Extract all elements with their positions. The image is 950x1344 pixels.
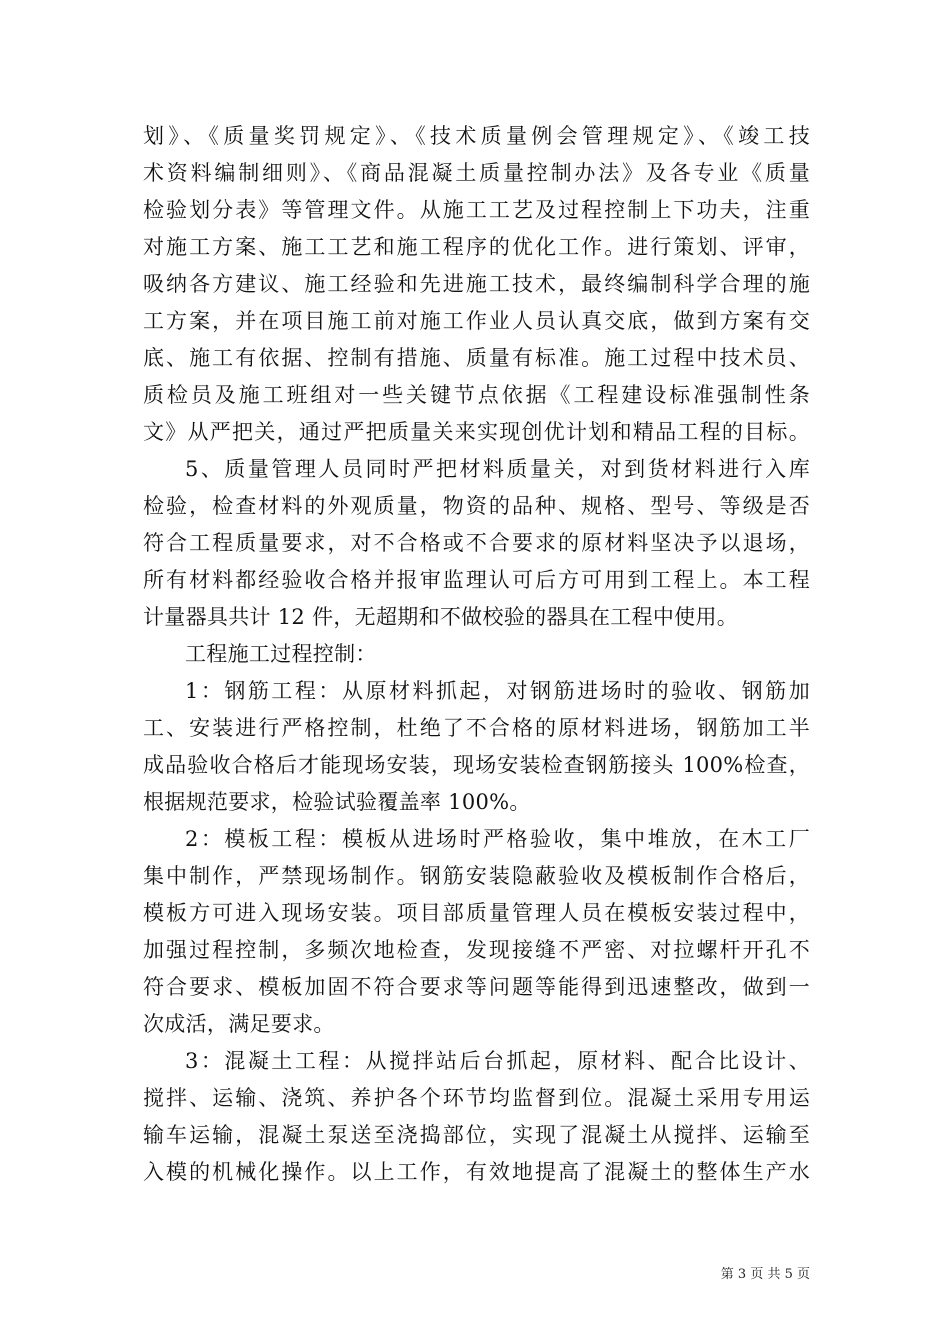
text-line: 计量器具共计 12 件，无超期和不做校验的器具在工程中使用。	[143, 605, 739, 629]
text-line: 输车运输，混凝土泵送至浇捣部位，实现了混凝土从搅拌、运输至	[143, 1123, 810, 1147]
text-line: 搅拌、运输、浇筑、养护各个环节均监督到位。混凝土采用专用运	[143, 1086, 810, 1110]
page-number: 第 3 页 共 5 页	[720, 1267, 810, 1282]
section-heading: 工程施工过程控制：	[185, 642, 377, 666]
text-line: 术资料编制细则》、《商品混凝土质量控制办法》及各专业《质量	[143, 161, 810, 185]
text-line: 划》、《质量奖罚规定》、《技术质量例会管理规定》、《竣工技	[143, 124, 810, 148]
text-line: 对施工方案、施工工艺和施工程序的优化工作。进行策划、评审，	[143, 235, 810, 259]
text-line: 吸纳各方建议、施工经验和先进施工技术，最终编制科学合理的施	[143, 272, 810, 296]
text-line: 符合工程质量要求，对不合格或不合要求的原材料坚决予以退场，	[143, 531, 810, 555]
text-line: 检验划分表》等管理文件。从施工工艺及过程控制上下功夫，注重	[143, 198, 810, 222]
text-line: 工方案，并在项目施工前对施工作业人员认真交底，做到方案有交	[143, 309, 810, 333]
text-line: 根据规范要求，检验试验覆盖率 100%。	[143, 790, 531, 814]
text-line: 模板方可进入现场安装。项目部质量管理人员在模板安装过程中，	[143, 901, 810, 925]
paragraph-first-line: 5、质量管理人员同时严把材料质量关，对到货材料进行入库	[185, 457, 810, 481]
text-line: 所有材料都经验收合格并报审监理认可后方可用到工程上。本工程	[143, 568, 810, 592]
text-line: 底、施工有依据、控制有措施、质量有标准。施工过程中技术员、	[143, 346, 810, 370]
text-line: 检验，检查材料的外观质量，物资的品种、规格、型号、等级是否	[143, 494, 810, 518]
text-line: 集中制作，严禁现场制作。钢筋安装隐蔽验收及模板制作合格后，	[143, 864, 810, 888]
paragraph-first-line: 1：钢筋工程：从原材料抓起，对钢筋进场时的验收、钢筋加	[185, 679, 810, 703]
text-line: 质检员及施工班组对一些关键节点依据《工程建设标准强制性条	[143, 383, 810, 407]
text-line: 次成活，满足要求。	[143, 1012, 335, 1036]
paragraph-first-line: 3：混凝土工程：从搅拌站后台抓起，原材料、配合比设计、	[185, 1049, 810, 1073]
text-line: 符合要求、模板加固不符合要求等问题等能得到迅速整改，做到一	[143, 975, 810, 999]
text-line: 成品验收合格后才能现场安装，现场安装检查钢筋接头 100%检查，	[143, 753, 810, 777]
text-line: 入模的机械化操作。以上工作，有效地提高了混凝土的整体生产水	[143, 1160, 810, 1184]
body-text	[143, 118, 810, 1191]
paragraph-first-line: 2：模板工程：模板从进场时严格验收，集中堆放，在木工厂	[185, 827, 810, 851]
text-line: 工、安装进行严格控制，杜绝了不合格的原材料进场，钢筋加工半	[143, 716, 810, 740]
text-line: 加强过程控制，多频次地检查，发现接缝不严密、对拉螺杆开孔不	[143, 938, 810, 962]
text-line: 文》从严把关，通过严把质量关来实现创优计划和精品工程的目标。	[143, 420, 810, 444]
